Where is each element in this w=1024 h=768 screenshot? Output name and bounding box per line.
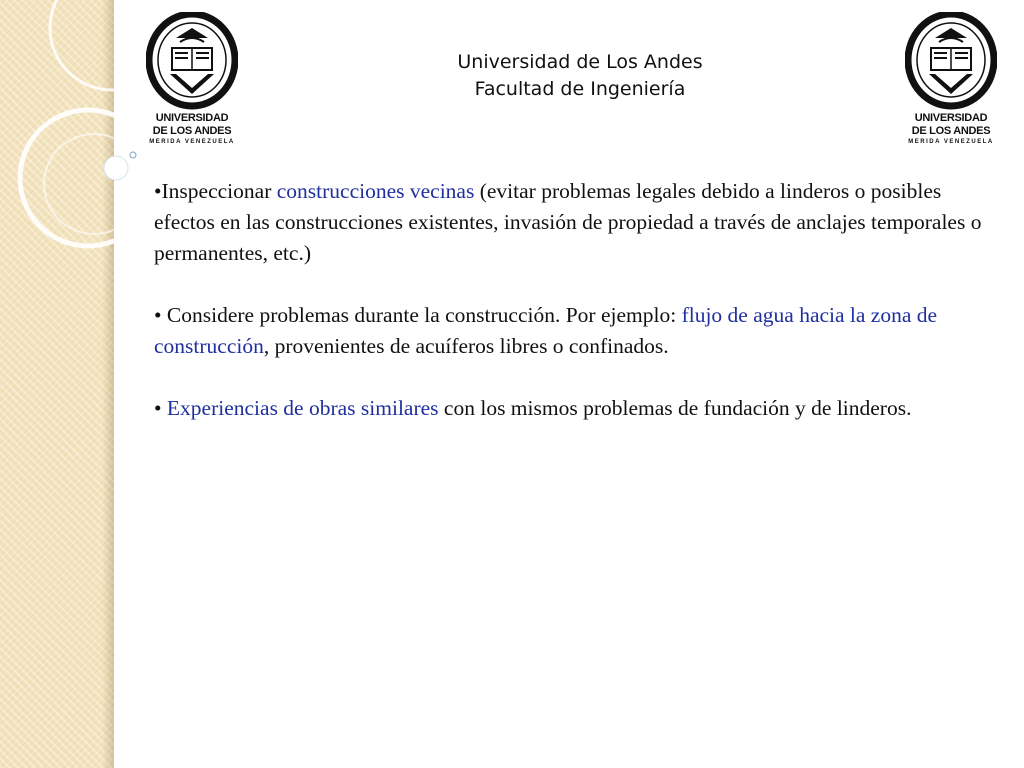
slide-body xyxy=(154,176,984,455)
bullet-highlight: Experiencias de obras similares xyxy=(166,396,439,420)
logo-line3: MERIDA VENEZUELA xyxy=(908,139,994,145)
bullet-highlight: flujo de agua hacia la zona de construcción xyxy=(154,303,938,358)
bullet-text: •Inspeccionar xyxy=(154,179,277,203)
logo-line1: UNIVERSIDAD xyxy=(914,112,988,124)
bullet-neighbor-inspection xyxy=(154,176,984,269)
university-seal-icon xyxy=(905,12,997,110)
bullet-text: (evitar problemas legales debido a linderos o posibles efectos en las construcciones existentes, invasión de propiedad a través de anclajes temporales o permanentes, etc.) xyxy=(154,179,982,265)
university-logo-right xyxy=(905,12,997,152)
slide-header xyxy=(390,49,770,103)
university-seal-icon xyxy=(146,12,238,110)
decorative-circles xyxy=(0,0,160,300)
bullet-construction-problems xyxy=(154,300,984,362)
logo-line2: DE LOS ANDES xyxy=(152,125,232,137)
header-university: Universidad de Los Andes xyxy=(457,51,703,73)
university-logo-left xyxy=(146,12,238,152)
bullet-text: • Considere problemas durante la construcción. Por ejemplo: xyxy=(154,303,682,327)
bullet-text: • xyxy=(154,396,167,420)
logo-line3: MERIDA VENEZUELA xyxy=(149,139,235,145)
bullet-highlight: construcciones vecinas xyxy=(276,179,475,203)
bullet-text: con los mismos problemas de fundación y de linderos. xyxy=(438,396,912,420)
bullet-similar-works xyxy=(154,393,984,424)
header-faculty: Facultad de Ingeniería xyxy=(474,78,686,100)
logo-line2: DE LOS ANDES xyxy=(911,125,991,137)
logo-line1: UNIVERSIDAD xyxy=(155,112,229,124)
bullet-text: , provenientes de acuíferos libres o confinados. xyxy=(263,334,669,358)
